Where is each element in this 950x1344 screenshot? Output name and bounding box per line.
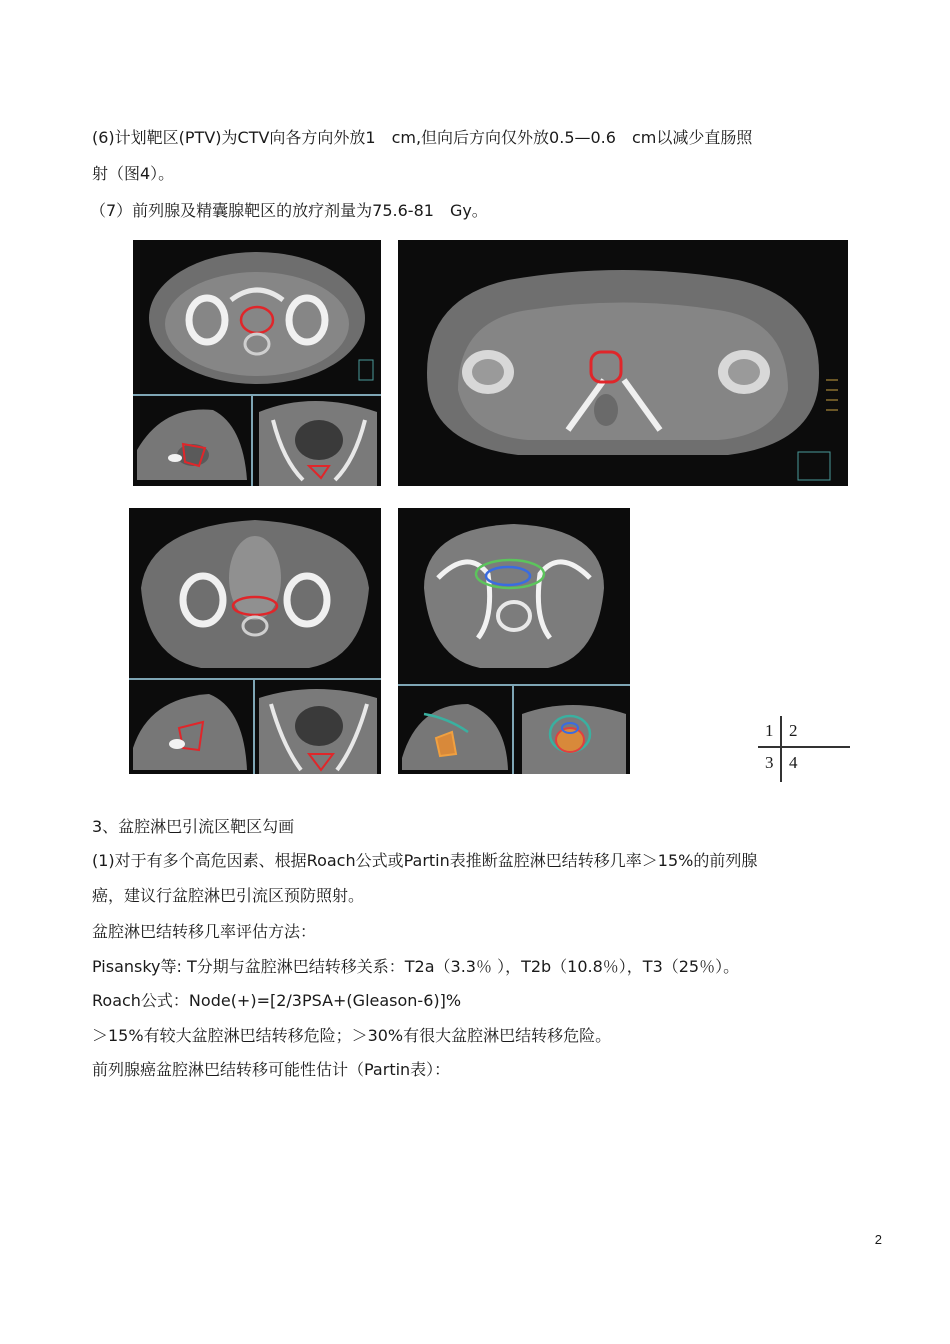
page-number: 2: [874, 1232, 882, 1247]
risk-line: ＞15%有较大盆腔淋巴结转移危险；＞30%有很大盆腔淋巴结转移危险。: [92, 1026, 612, 1045]
method-title: 盆腔淋巴结转移几率评估方法：: [92, 922, 317, 941]
partin-line: 前列腺癌盆腔淋巴结转移可能性估计（Partin表）：: [92, 1060, 451, 1079]
key-label-4: 4: [789, 753, 798, 772]
key-horizontal-line: [758, 746, 850, 748]
ct-panel-3: [129, 508, 381, 774]
item1-line1: (1)对于有多个高危因素、根据Roach公式或Partin表推断盆腔淋巴结转移几率＞15%的前列腺: [92, 851, 758, 870]
ptv-paragraph-line1: (6)计划靶区(PTV)为CTV向各方向外放1 cm,但向后方向仅外放0.5—0.6 cm以减少直肠照: [92, 128, 753, 147]
section-3-heading: 3、盆腔淋巴引流区靶区勾画: [92, 817, 295, 836]
key-label-2: 2: [789, 721, 798, 740]
key-label-3: 3: [765, 753, 774, 772]
sagittal-view-1: [137, 410, 247, 481]
roach-formula: Roach公式：Node(+)=[2/3PSA+(Gleason-6)]%: [92, 991, 462, 1010]
figure-key: [758, 716, 850, 782]
axial-view-1: [149, 252, 373, 384]
ptv-paragraph-line2: 射（图4）。: [92, 164, 175, 183]
ct-panel-4: [398, 508, 630, 774]
coronal-view-1: [259, 401, 377, 486]
pisansky-line: Pisansky等: T分期与盆腔淋巴结转移关系：T2a（3.3％ ），T2b（10.8％），T3（25％）。: [92, 957, 740, 976]
item1-line2: 癌，建议行盆腔淋巴引流区预防照射。: [92, 886, 365, 905]
key-vertical-line: [780, 716, 782, 782]
dose-paragraph: （7）前列腺及精囊腺靶区的放疗剂量为75.6-81 Gy。: [90, 201, 488, 220]
key-label-1: 1: [765, 721, 774, 740]
ct-panel-2: [398, 240, 848, 486]
ct-panel-1: [133, 240, 381, 486]
